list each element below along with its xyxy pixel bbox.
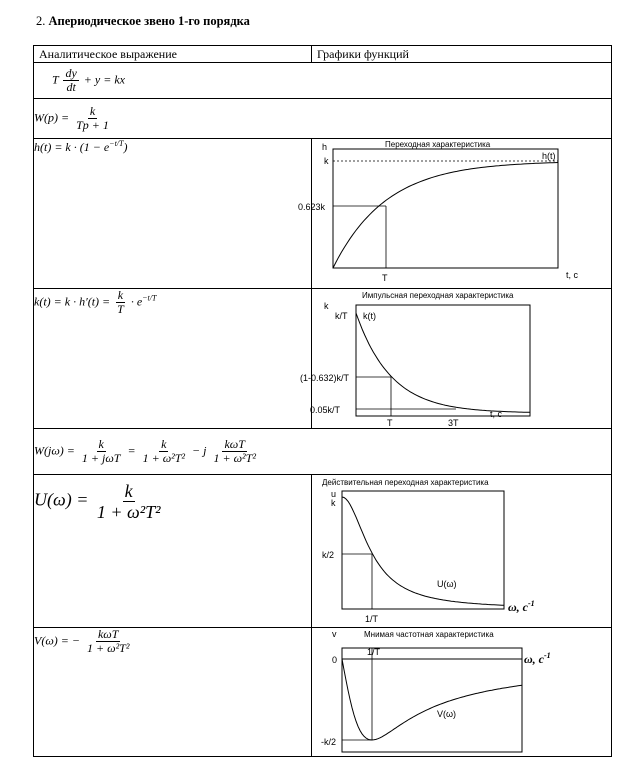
impulse-plot-frame: [356, 305, 530, 416]
impulse-x-label: t, c: [490, 409, 503, 419]
table-header-row: [34, 46, 612, 63]
header-expression: Аналитическое выражение: [34, 46, 312, 63]
imag-part-graph: [312, 628, 610, 756]
imag-y-label: v: [332, 629, 337, 639]
step-T-label: T: [382, 273, 388, 283]
impulse-kT-label: k/T: [335, 311, 348, 321]
imag-graph-cell: [312, 628, 612, 757]
impulse-graph-title: Импульсная переходная характеристика: [362, 291, 514, 300]
impulse-level2-label: 0.05k/T: [310, 405, 341, 415]
row-transfer-function: [34, 99, 612, 139]
diff-equation: T $\frac{dy}{dt}$ + y = kx: [34, 63, 612, 99]
real-k-label: k: [331, 498, 336, 508]
impulse-graph-cell: [300, 289, 612, 429]
imag-half-label: -k/2: [321, 737, 337, 747]
section-heading: Апериодическое звено 1-го порядка: [48, 14, 250, 28]
imag-graph-title: Мнимая частотная характеристика: [364, 630, 494, 639]
characteristics-table: [33, 45, 612, 757]
header-graphs: Графики функций: [312, 46, 612, 63]
row-step-response: [34, 139, 612, 289]
imag-curve: [342, 659, 522, 740]
step-y-label: h: [322, 142, 328, 152]
impulse-level1-label: (1-0.632)k/T: [300, 373, 350, 383]
impulse-T-label: T: [387, 418, 393, 428]
row-real-part: [34, 475, 612, 628]
step-response-graph: [298, 139, 610, 288]
step-formula: $h(t) = k \cdot (1 - e^{-t/T})$: [34, 139, 312, 289]
section-number: 2.: [36, 14, 46, 28]
impulse-curve: [356, 313, 530, 412]
imag-x-label: ω, $c^{-1}$: [524, 651, 551, 666]
impulse-3T-label: 3T: [448, 418, 459, 428]
step-k-label: k: [324, 156, 329, 166]
row-imag-part: [34, 628, 612, 757]
impulse-y-label: k: [324, 301, 329, 311]
real-curve: [342, 497, 504, 605]
transfer-function: W(p) = $\frac{k}{Tp + 1}$: [34, 99, 612, 139]
real-plot-frame: [342, 491, 504, 609]
step-graph-title: Переходная характеристика: [385, 140, 491, 149]
real-half-label: k/2: [322, 550, 335, 560]
step-curve-label: h(t): [542, 151, 556, 161]
real-y-label: u: [331, 489, 337, 499]
real-tick-label: 1/T: [365, 614, 379, 624]
imag-plot-frame: [342, 648, 522, 752]
real-graph-cell: [312, 475, 612, 628]
impulse-response-graph: [300, 289, 610, 428]
step-curve: [333, 163, 558, 269]
imag-formula: V(ω) = − kωT 1 + ω²T²: [34, 628, 312, 757]
step-level-label: 0.623k: [298, 202, 326, 212]
step-x-label: t, c: [566, 270, 579, 280]
row-frequency-response: [34, 429, 612, 475]
row-impulse-response: [34, 289, 612, 429]
real-part-graph: [312, 475, 610, 627]
impulse-formula: k(t) = k · h′(t) = $\frac{k}{T}$ · $e^{-t/T}$: [34, 289, 312, 429]
row-diff-equation: [34, 63, 612, 99]
imag-tick-label: 1/T: [367, 647, 381, 657]
real-curve-label: U(ω): [437, 579, 457, 589]
impulse-curve-label: k(t): [363, 311, 376, 321]
imag-curve-label: V(ω): [437, 709, 457, 719]
real-formula: U(ω) = $\frac{k}{\text{1 + ω²T²}}$: [34, 475, 312, 628]
frequency-formula: W(jω) = k 1 + jωT = $\frac{k}{\text{1 + ω²T²}}$ − j kωT 1 + ω²T²: [34, 429, 612, 475]
step-plot-frame: [333, 149, 558, 268]
real-x-label: ω, $c^{-1}$: [508, 599, 535, 614]
real-graph-title: Действительная переходная характеристика: [322, 478, 489, 487]
step-graph-cell: [298, 139, 612, 289]
section-title: [36, 14, 250, 29]
imag-zero-label: 0: [332, 655, 338, 665]
